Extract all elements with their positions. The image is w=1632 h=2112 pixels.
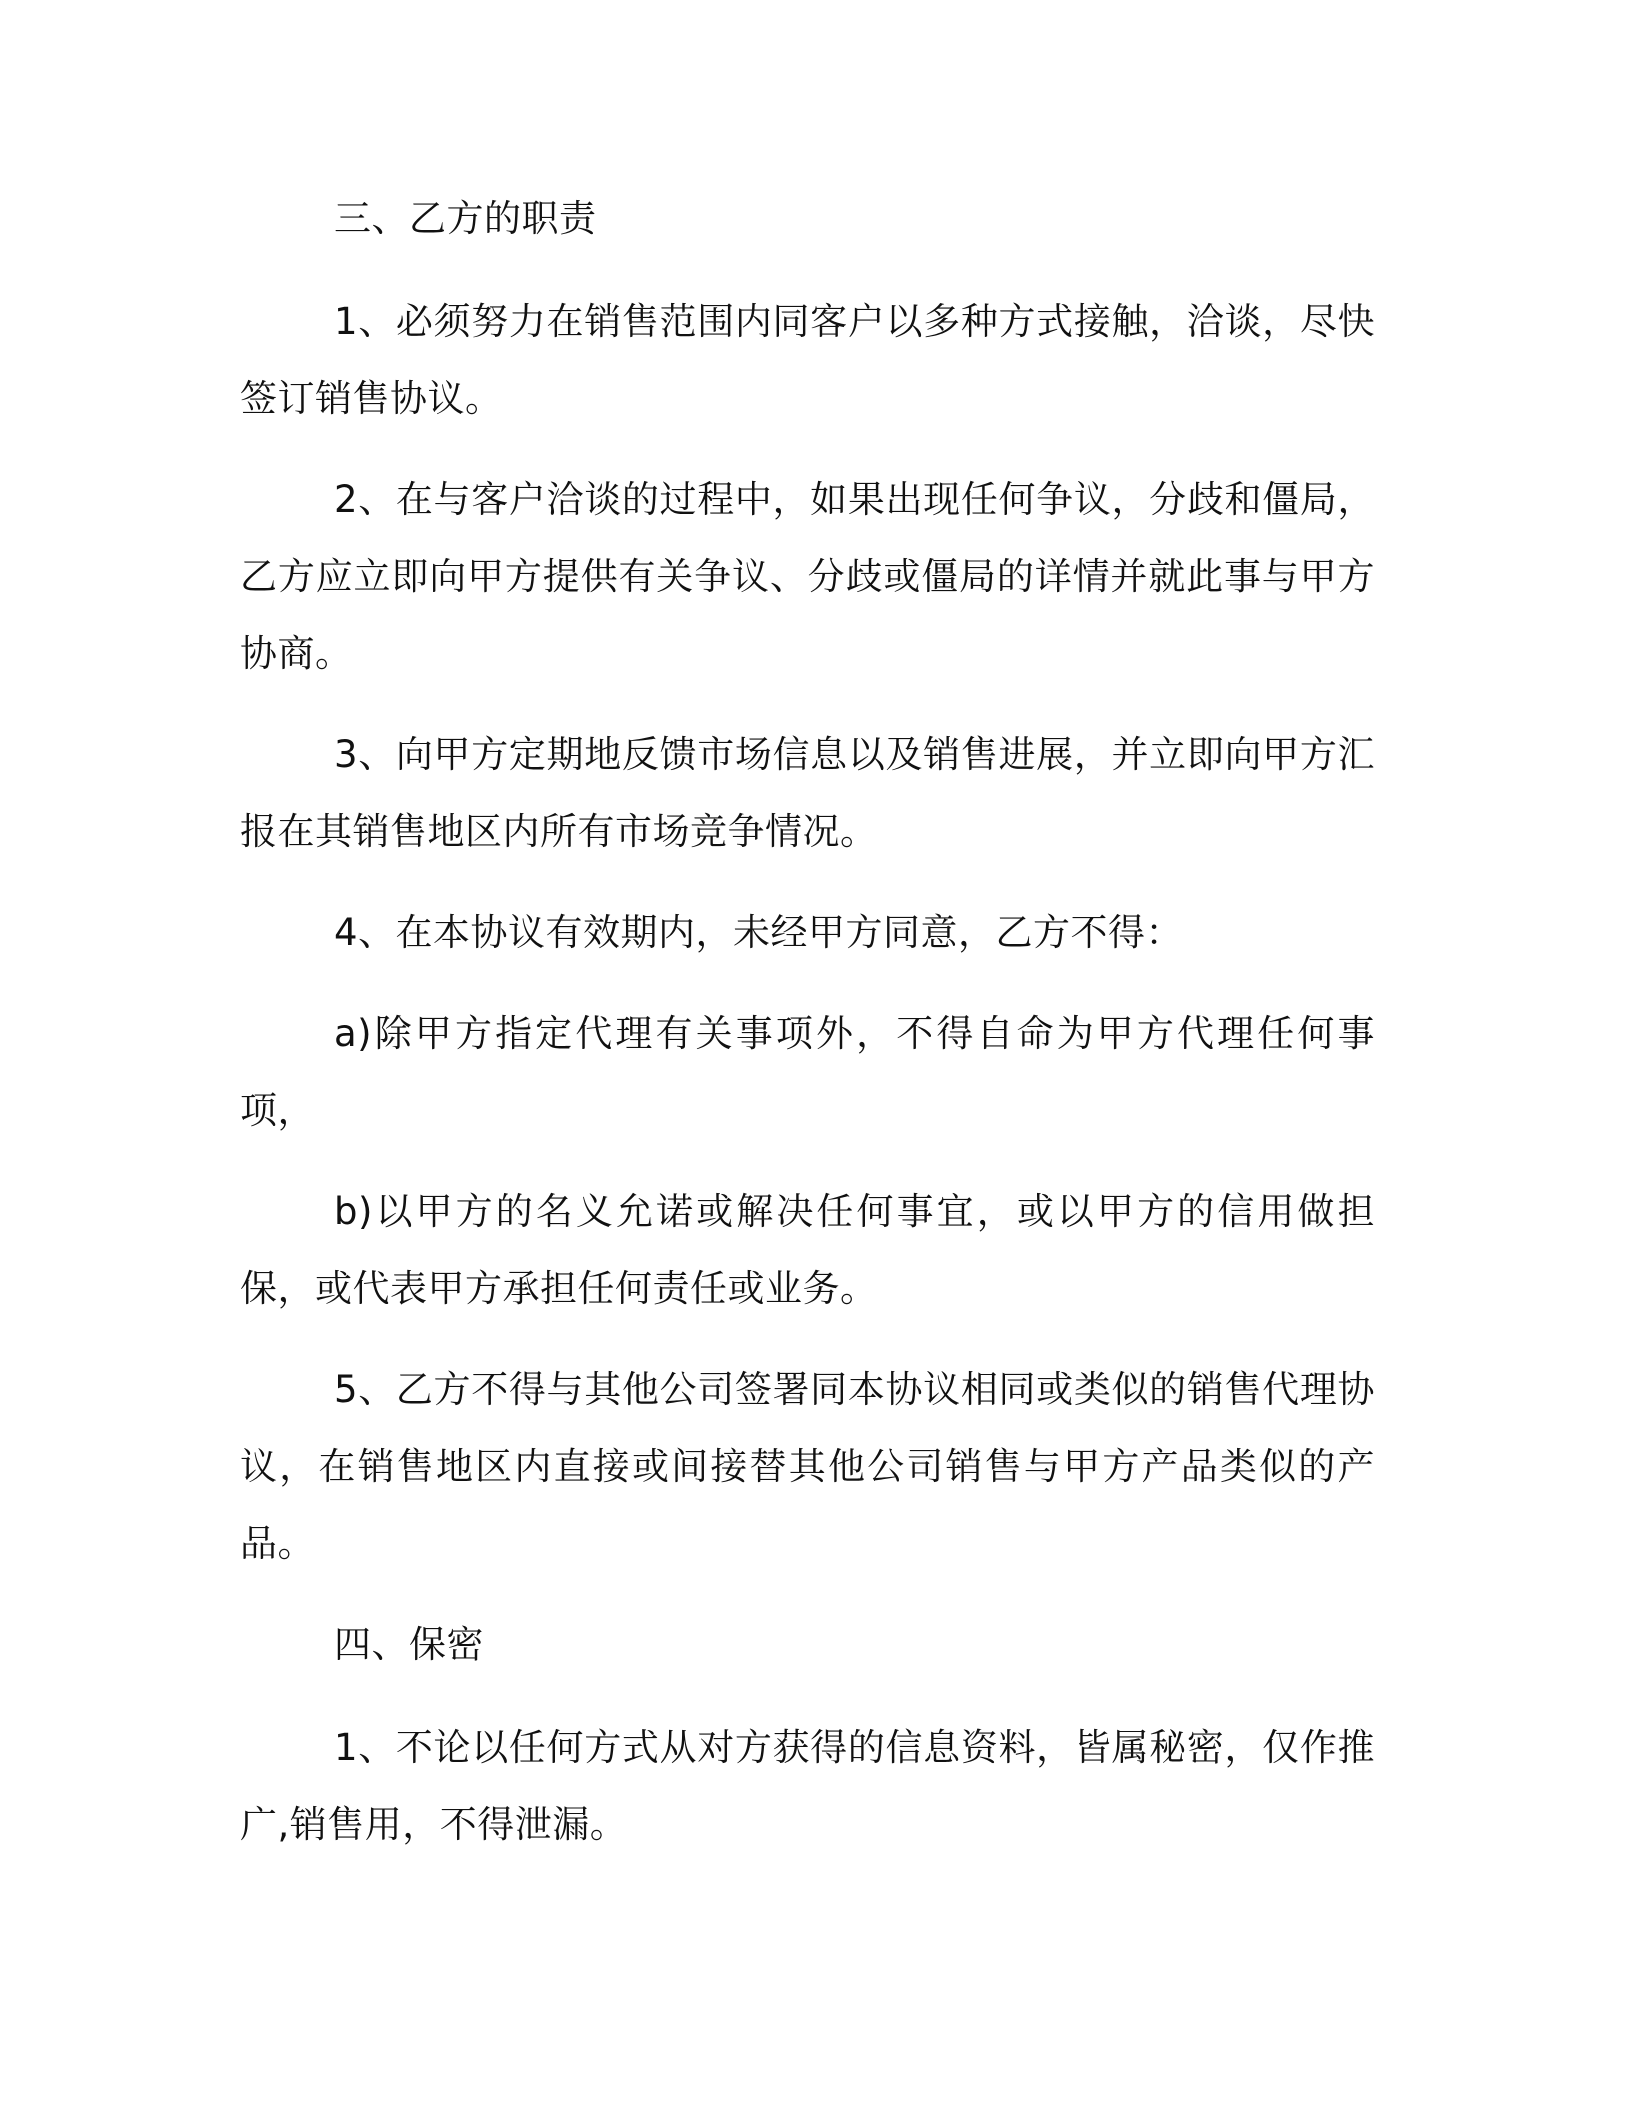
section-heading-duties: 三、乙方的职责 <box>334 197 597 240</box>
clause-3: 3、向甲方定期地反馈市场信息以及销售进展，并立即向甲方汇报在其销售地区内所有市场竞争情况。 <box>240 733 1375 853</box>
document-body <box>240 180 1375 1887</box>
clause-1: 1、必须努力在销售范围内同客户以多种方式接触，洽谈，尽快签订销售协议。 <box>240 300 1375 420</box>
section-heading-confidentiality: 四、保密 <box>334 1623 484 1666</box>
clause-5: 5、乙方不得与其他公司签署同本协议相同或类似的销售代理协议，在销售地区内直接或间接替其他公司销售与甲方产品类似的产品。 <box>240 1368 1375 1565</box>
confidentiality-clause-1: 1、不论以任何方式从对方获得的信息资料，皆属秘密，仅作推广,销售用，不得泄漏。 <box>240 1726 1375 1846</box>
clause-4a: a)除甲方指定代理有关事项外，不得自命为甲方代理任何事项， <box>240 1012 1375 1132</box>
clause-2: 2、在与客户洽谈的过程中，如果出现任何争议，分歧和僵局，乙方应立即向甲方提供有关争议、分歧或僵局的详情并就此事与甲方协商。 <box>240 478 1375 675</box>
clause-4b: b)以甲方的名义允诺或解决任何事宜，或以甲方的信用做担保，或代表甲方承担任何责任或业务。 <box>240 1190 1375 1310</box>
clause-4: 4、在本协议有效期内，未经甲方同意，乙方不得： <box>334 911 1184 954</box>
